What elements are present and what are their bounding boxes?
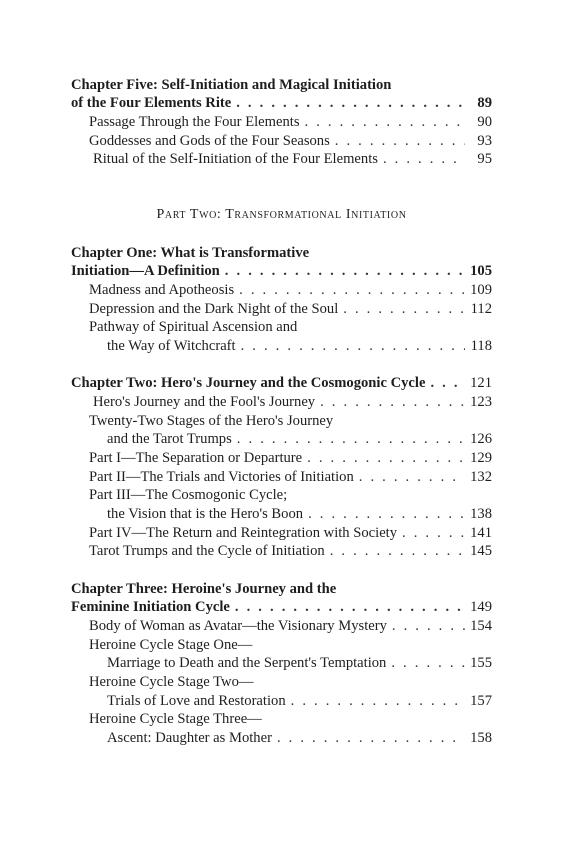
entry-title: Part IV—The Return and Reintegration with Society [89,525,398,541]
dot-leader [241,337,465,355]
part-heading: Part Two: Transformational Initiation [156,207,407,222]
toc-entry [71,598,492,616]
dot-leader [237,430,465,448]
toc-entry [89,318,492,336]
entry-title: Marriage to Death and the Serpent's Temptation [107,655,387,671]
entry-title: Feminine Initiation Cycle [71,599,230,615]
dot-leader [392,617,465,635]
toc-entry [89,412,492,430]
entry-title: of the Four Elements Rite [71,95,232,111]
dot-leader [330,542,465,560]
entry-title: Trials of Love and Restoration [107,693,286,709]
toc-entry [89,542,492,560]
toc-entry [71,94,492,112]
toc-entry [89,710,492,728]
entry-title: Goddesses and Gods of the Four Seasons [89,133,330,149]
page-number: 138 [470,506,492,522]
dot-leader [305,113,466,131]
page-number: 112 [470,301,492,317]
toc-entry [93,393,492,411]
page-number: 121 [470,375,492,391]
toc-entry [89,281,492,299]
entry-title: Heroine Cycle Stage One— [89,637,253,653]
toc-entry [93,150,492,168]
entry-title: Part III—The Cosmogonic Cycle; [89,487,288,503]
toc-entry [89,617,492,635]
dot-leader [391,654,465,672]
page-number: 141 [470,525,492,541]
entry-title: and the Tarot Trumps [107,431,232,447]
entry-title: Initiation—A Definition [71,263,220,279]
chapter-heading [71,580,492,598]
page-number: 157 [470,693,492,709]
entry-title: Passage Through the Four Elements [89,114,300,130]
dot-leader [320,393,465,411]
page-number: 109 [470,282,492,298]
entry-title: Part I—The Separation or Departure [89,450,303,466]
entry-title: the Way of Witchcraft [107,338,236,354]
entry-title: Madness and Apotheosis [89,282,235,298]
page-number: 132 [470,469,492,485]
toc-entry [71,262,492,280]
dot-leader [308,505,465,523]
entry-title: Heroine Cycle Stage Three— [89,711,262,727]
page-number: 118 [470,338,492,354]
toc-entry [107,505,492,523]
toc-entry [89,449,492,467]
entry-title: Body of Woman as Avatar—the Visionary Mystery [89,618,387,634]
entry-title: Chapter One: What is Transformative [71,245,310,261]
toc-entry [107,729,492,747]
toc-entry [107,654,492,672]
page-number: 123 [470,394,492,410]
toc-entry [107,337,492,355]
dot-leader [430,374,465,392]
entry-title: Part II—The Trials and Victories of Initiation [89,469,354,485]
toc-entry [89,300,492,318]
dot-leader [307,449,465,467]
toc-entry [89,673,492,691]
entry-title: Chapter Five: Self-Initiation and Magical Initiation [71,77,392,93]
entry-title: Tarot Trumps and the Cycle of Initiation [89,543,325,559]
page-number: 149 [470,599,492,615]
toc-entry [89,468,492,486]
page-number: 129 [470,450,492,466]
dot-leader [402,524,465,542]
dot-leader [383,150,465,168]
page-number: 90 [477,114,492,130]
entry-title: Pathway of Spiritual Ascension and [89,319,298,335]
entry-title: Hero's Journey and the Fool's Journey [93,394,316,410]
page-number: 126 [470,431,492,447]
chapter-heading [71,76,492,94]
page-number: 105 [470,263,492,279]
entry-title: the Vision that is the Hero's Boon [107,506,304,522]
entry-title: Ritual of the Self-Initiation of the Four Elements [93,151,378,167]
toc-entry [89,132,492,150]
dot-leader [291,692,465,710]
page-number: 95 [477,151,492,167]
page-number: 93 [477,133,492,149]
dot-leader [277,729,465,747]
toc-entry [107,692,492,710]
entry-title: Ascent: Daughter as Mother [107,730,272,746]
page-number: 154 [470,618,492,634]
page-number: 145 [470,543,492,559]
entry-title: Twenty-Two Stages of the Hero's Journey [89,413,334,429]
toc-entry [71,374,492,392]
dot-leader [236,94,465,112]
toc-entry [107,430,492,448]
dot-leader [335,132,465,150]
dot-leader [235,598,465,616]
dot-leader [225,262,465,280]
toc-entry [89,636,492,654]
entry-title: Heroine Cycle Stage Two— [89,674,254,690]
dot-leader [239,281,465,299]
entry-title: Depression and the Dark Night of the Soul [89,301,339,317]
toc-entry [89,524,492,542]
page-number: 89 [477,95,492,111]
toc-entry [89,113,492,131]
entry-title: Chapter Two: Hero's Journey and the Cosmogonic Cycle [71,375,426,391]
entry-title: Chapter Three: Heroine's Journey and the [71,581,337,597]
dot-leader [359,468,465,486]
dot-leader [343,300,465,318]
page-number: 158 [470,730,492,746]
chapter-heading [71,244,492,262]
page-number: 155 [470,655,492,671]
toc-entry [89,486,492,504]
